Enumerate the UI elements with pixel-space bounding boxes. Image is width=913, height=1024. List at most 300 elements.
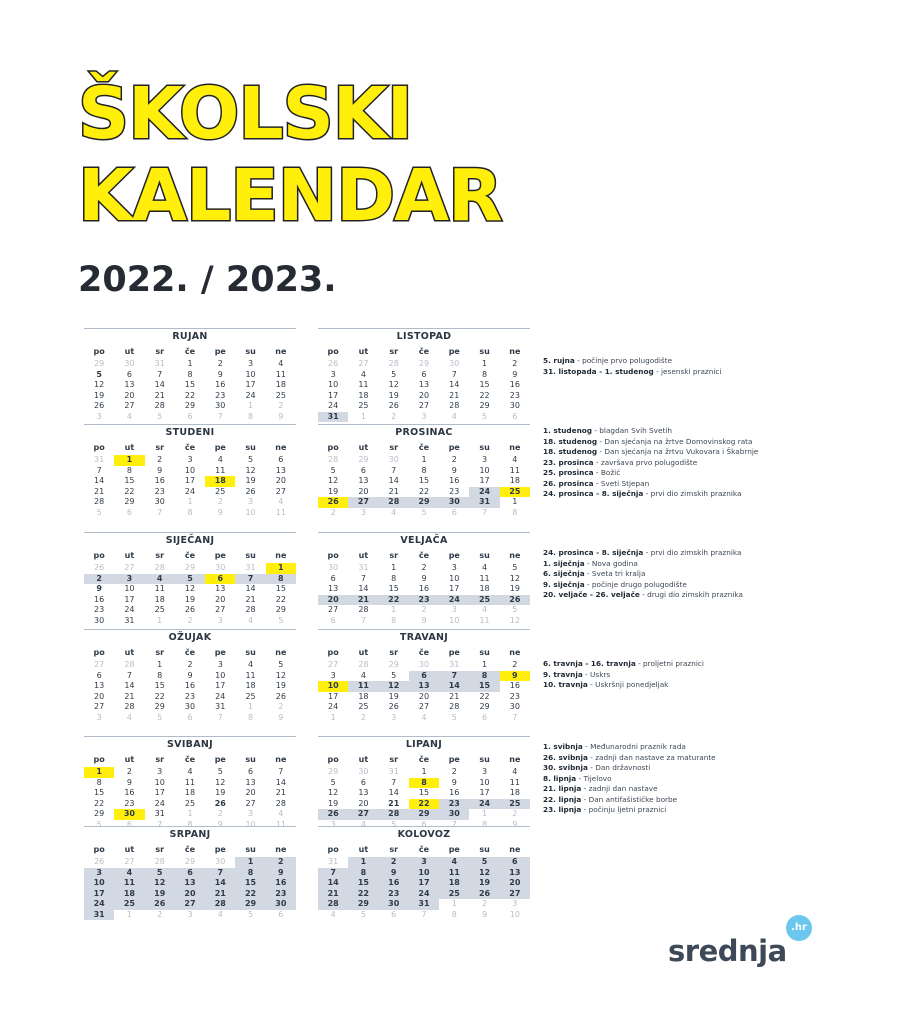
day-cell: 29 — [479, 702, 490, 711]
note-text: - Uskrs — [582, 669, 611, 679]
note-line — [543, 742, 873, 753]
note-text: - Uskršnji ponedjeljak — [587, 680, 669, 689]
day-cell: 18 — [154, 594, 165, 604]
day-cell: 28 — [318, 899, 348, 910]
weekday-header: ut — [358, 648, 369, 657]
day-cell: 15 — [479, 380, 490, 389]
day-cell: 28 — [94, 497, 105, 506]
day-cell: 24 — [84, 899, 114, 910]
day-cell: 22 — [275, 594, 286, 604]
day-cell: 5 — [451, 712, 457, 722]
note-date: 1. svibnja — [543, 742, 583, 751]
day-cell: 25 — [114, 899, 144, 910]
day-cell: 22 — [235, 889, 265, 900]
day-cell: 5 — [391, 369, 397, 379]
month-name: RUJAN — [84, 328, 296, 345]
day-cell: 7 — [391, 465, 397, 475]
day-cell: 9 — [266, 868, 296, 879]
day-cell: 30 — [184, 702, 196, 711]
day-cell: 21 — [348, 595, 378, 606]
day-cell: 6 — [278, 909, 284, 919]
weekday-header: sr — [389, 347, 399, 356]
weekday-header: ut — [358, 551, 369, 560]
day-cell: 19 — [145, 889, 175, 900]
day-cell: 2 — [482, 899, 488, 908]
weekday-header: su — [479, 845, 490, 854]
weekday-header: pe — [448, 551, 460, 560]
day-cell: 3 — [157, 767, 163, 776]
note-line — [543, 479, 873, 490]
day-cell: 7 — [360, 573, 366, 583]
day-cell: 11 — [509, 777, 520, 787]
day-cell: 26 — [388, 401, 399, 410]
day-cell: 3 — [409, 857, 439, 868]
day-cell: 18 — [358, 691, 369, 701]
day-cell: 29 — [94, 359, 105, 368]
day-cell: 4 — [330, 909, 336, 919]
day-cell: 31 — [449, 660, 460, 669]
weekday-header: sr — [389, 755, 399, 764]
weekday-header: ut — [358, 845, 369, 854]
day-cell: 21 — [124, 691, 135, 701]
month-10 — [84, 826, 296, 920]
day-cell: 29 — [184, 401, 196, 410]
day-cell: 4 — [482, 563, 488, 572]
day-cell: 2 — [278, 401, 284, 410]
day-cell: 5 — [512, 605, 518, 614]
day-cell: 14 — [388, 476, 399, 485]
day-cell: 31 — [124, 615, 135, 625]
day-cell: 21 — [388, 798, 400, 808]
day-cell: 15 — [418, 788, 430, 797]
weekday-header: po — [93, 347, 105, 356]
day-cell: 28 — [154, 857, 165, 866]
note-line — [543, 670, 873, 681]
weekday-header: po — [93, 755, 105, 764]
day-cell: 15 — [235, 878, 265, 889]
weekday-header: ut — [124, 551, 135, 560]
day-cell: 19 — [215, 788, 226, 797]
day-cell: 24 — [469, 799, 499, 810]
note-text: - završava prvo polugodište — [593, 457, 698, 467]
day-cell: 6 — [421, 819, 427, 829]
day-cell: 7 — [421, 909, 427, 919]
weekday-header: če — [418, 347, 430, 356]
day-cell: 3 — [114, 574, 144, 585]
day-cell: 11 — [348, 681, 378, 692]
day-cell: 2 — [451, 767, 457, 776]
day-cell: 30 — [449, 359, 460, 368]
day-cell: 13 — [175, 878, 205, 889]
day-cell: 17 — [245, 380, 256, 389]
day-cell: 5 — [175, 574, 205, 585]
day-cell: 19 — [509, 584, 520, 593]
day-cell: 10 — [479, 777, 490, 787]
day-cell: 27 — [418, 702, 430, 711]
day-cell: 8 — [266, 574, 296, 585]
day-cell: 27 — [215, 605, 226, 614]
note-date: 5. rujna — [543, 356, 575, 365]
day-cell: 7 — [157, 819, 163, 829]
day-cell: 31 — [84, 910, 114, 921]
day-cell: 12 — [328, 476, 339, 485]
weekday-header: ne — [275, 845, 287, 854]
weekday-header: pe — [448, 755, 460, 764]
day-cell: 1 — [248, 401, 254, 410]
day-cell: 13 — [358, 788, 369, 797]
day-cell: 18 — [275, 380, 286, 389]
day-cell: 4 — [278, 359, 284, 368]
day-cell: 11 — [245, 670, 256, 680]
day-cell: 26 — [214, 798, 226, 808]
day-cell: 6 — [512, 411, 518, 421]
day-cell: 1 — [187, 497, 193, 506]
day-cell: 23 — [409, 595, 439, 606]
note-text: - Sveti Stjepan — [593, 478, 650, 488]
day-cell: 16 — [449, 788, 460, 797]
weekday-header: sr — [155, 443, 165, 452]
month-name: SRPANJ — [84, 826, 296, 843]
day-cell: 22 — [124, 486, 135, 496]
day-cell: 7 — [512, 712, 518, 722]
day-cell: 27 — [124, 857, 135, 866]
day-cell: 26 — [145, 899, 175, 910]
day-cell: 6 — [360, 465, 366, 475]
weekday-header: pe — [448, 648, 460, 657]
note-date: 1. siječnja — [543, 558, 585, 568]
day-cell: 18 — [205, 476, 235, 487]
weekday-header: ut — [124, 443, 135, 452]
day-cell: 30 — [439, 809, 469, 820]
weekday-header: po — [327, 648, 339, 657]
weekday-header: če — [418, 755, 430, 764]
day-cell: 4 — [391, 507, 397, 517]
day-cell: 18 — [509, 476, 520, 485]
day-cell: 26 — [469, 889, 499, 900]
day-cell: 3 — [187, 909, 193, 919]
day-cell: 29 — [94, 809, 105, 818]
weekday-header: po — [93, 443, 105, 452]
day-cell: 23 — [379, 889, 409, 900]
day-cell: 2 — [379, 857, 409, 868]
day-cell: 8 — [469, 671, 499, 682]
day-cell: 21 — [275, 788, 286, 797]
day-cell: 20 — [418, 390, 430, 400]
day-cell: 14 — [358, 584, 369, 593]
day-cell: 17 — [124, 594, 135, 604]
day-cell: 10 — [215, 670, 226, 680]
day-cell: 3 — [330, 369, 336, 379]
day-cell: 30 — [114, 809, 144, 820]
day-cell: 7 — [278, 767, 284, 776]
day-cell: 8 — [96, 777, 102, 787]
day-cell: 17 — [479, 788, 490, 797]
weekday-header: če — [184, 347, 196, 356]
note-text: - prvi dio zimskih praznika — [643, 489, 742, 498]
day-cell: 3 — [391, 712, 397, 722]
day-cell: 10 — [84, 878, 114, 889]
day-cell: 6 — [248, 767, 254, 776]
day-cell: 30 — [439, 497, 469, 508]
day-cell: 5 — [157, 411, 163, 421]
day-cell: 6 — [330, 573, 336, 583]
day-cell: 24 — [154, 798, 165, 808]
day-cell: 1 — [266, 563, 296, 574]
day-cell: 5 — [157, 712, 163, 722]
day-cell: 12 — [215, 777, 226, 787]
day-cell: 25 — [469, 595, 499, 606]
day-cell: 13 — [275, 465, 286, 475]
brand-logo: srednja — [668, 934, 787, 968]
weekday-header: če — [184, 551, 196, 560]
day-cell: 25 — [358, 702, 369, 711]
day-cell: 25 — [358, 401, 369, 410]
day-cell: 22 — [94, 798, 105, 808]
day-cell: 18 — [479, 584, 490, 593]
day-cell: 11 — [275, 819, 286, 829]
weekday-header: ne — [509, 648, 521, 657]
day-cell: 28 — [124, 702, 135, 711]
note-date: 23. prosinca — [543, 457, 594, 467]
day-cell: 14 — [124, 681, 135, 690]
day-cell: 10 — [124, 584, 135, 593]
day-cell: 23 — [215, 390, 226, 400]
month-0 — [84, 328, 296, 422]
day-cell: 29 — [418, 359, 430, 368]
weekday-header: po — [93, 551, 105, 560]
day-cell: 27 — [124, 563, 135, 572]
month-name: STUDENI — [84, 424, 296, 441]
note-date: 26. prosinca — [543, 478, 594, 488]
month-2 — [84, 424, 296, 518]
day-cell: 1 — [248, 702, 254, 711]
day-cell: 14 — [94, 476, 105, 485]
day-cell: 16 — [509, 681, 520, 690]
day-cell: 4 — [248, 660, 254, 669]
note-line — [543, 458, 873, 469]
day-cell: 2 — [187, 615, 193, 625]
day-cell: 4 — [126, 712, 132, 722]
day-cell: 12 — [184, 584, 196, 593]
weekday-header: pe — [214, 755, 226, 764]
weekday-header: ut — [124, 845, 135, 854]
day-cell: 5 — [96, 819, 102, 829]
note-date: 8. lipnja — [543, 773, 577, 783]
day-cell: 2 — [84, 574, 114, 585]
day-cell: 3 — [96, 712, 102, 722]
day-cell: 17 — [328, 691, 339, 701]
day-cell: 31 — [469, 497, 499, 508]
note-text: - blagdan Svih Svetih — [592, 426, 672, 435]
day-cell: 20 — [245, 788, 256, 797]
day-cell: 1 — [348, 857, 378, 868]
day-cell: 19 — [184, 594, 196, 604]
day-cell: 14 — [388, 788, 399, 797]
day-cell: 31 — [328, 857, 339, 866]
day-cell: 30 — [388, 455, 399, 464]
day-cell: 3 — [421, 411, 427, 421]
month-name: OŽUJAK — [84, 629, 296, 646]
day-cell: 6 — [126, 819, 132, 829]
day-cell: 16 — [94, 594, 105, 604]
day-cell: 1 — [482, 660, 488, 669]
day-cell: 5 — [96, 507, 102, 517]
day-cell: 17 — [479, 476, 490, 485]
day-cell: 30 — [124, 359, 135, 368]
day-cell: 8 — [482, 819, 488, 829]
day-cell: 1 — [157, 615, 163, 625]
day-cell: 31 — [409, 899, 439, 910]
day-cell: 26 — [388, 702, 399, 711]
day-cell: 29 — [184, 857, 196, 866]
day-cell: 19 — [469, 878, 499, 889]
day-cell: 8 — [248, 712, 254, 722]
day-cell: 10 — [245, 369, 256, 379]
note-line — [543, 468, 873, 479]
note-date: 10. travnja — [543, 680, 588, 689]
note-text: - jesenski praznici — [653, 366, 722, 376]
day-cell: 4 — [512, 455, 518, 464]
day-cell: 3 — [187, 455, 193, 464]
day-cell: 1 — [187, 809, 193, 818]
weekday-header: ut — [358, 347, 369, 356]
day-cell: 21 — [388, 486, 399, 496]
note-line — [543, 548, 873, 559]
weekday-header: ut — [358, 443, 369, 452]
day-cell: 6 — [421, 369, 427, 379]
day-cell: 1 — [451, 899, 457, 908]
note-line — [543, 426, 873, 437]
day-cell: 31 — [245, 563, 256, 572]
day-cell: 5 — [421, 507, 427, 517]
day-cell: 8 — [235, 868, 265, 879]
day-cell: 30 — [215, 401, 226, 410]
day-cell: 28 — [358, 605, 369, 614]
weekday-header: ne — [275, 443, 287, 452]
day-cell: 8 — [157, 670, 163, 680]
day-cell: 1 — [84, 767, 114, 778]
day-cell: 3 — [96, 411, 102, 421]
day-cell: 11 — [184, 777, 196, 787]
day-cell: 4 — [145, 574, 175, 585]
month-9 — [318, 736, 530, 830]
day-cell: 24 — [469, 487, 499, 498]
day-cell: 10 — [328, 380, 339, 389]
day-cell: 28 — [154, 401, 165, 410]
weekday-header: ut — [124, 755, 135, 764]
notes-group-4 — [543, 742, 873, 816]
note-line — [543, 590, 873, 601]
weekday-header: ut — [124, 347, 135, 356]
weekday-header: sr — [155, 347, 165, 356]
day-cell: 31 — [388, 767, 399, 776]
day-cell: 25 — [439, 889, 469, 900]
day-cell: 13 — [358, 476, 369, 485]
day-cell: 7 — [205, 868, 235, 879]
day-cell: 31 — [154, 359, 165, 368]
day-cell: 8 — [187, 819, 193, 829]
month-1 — [318, 328, 530, 422]
day-cell: 9 — [157, 465, 163, 475]
weekday-header: ut — [124, 648, 135, 657]
day-cell: 12 — [388, 380, 399, 389]
day-cell: 28 — [275, 798, 286, 808]
weekday-header: če — [184, 443, 196, 452]
day-cell: 25 — [275, 390, 286, 400]
day-cell: 2 — [278, 702, 284, 711]
weekday-header: su — [479, 347, 490, 356]
note-line — [543, 437, 873, 448]
day-cell: 22 — [379, 595, 409, 606]
note-text: - počinju ljetni praznici — [581, 805, 667, 814]
day-cell: 12 — [509, 573, 520, 583]
day-cell: 12 — [379, 681, 409, 692]
weekday-header: po — [327, 443, 339, 452]
day-cell: 19 — [388, 691, 399, 701]
day-cell: 15 — [275, 584, 286, 593]
weekday-header: ne — [509, 551, 521, 560]
note-line — [543, 763, 873, 774]
day-cell: 8 — [348, 868, 378, 879]
month-name: KOLOVOZ — [318, 826, 530, 843]
day-cell: 30 — [509, 702, 520, 711]
day-cell: 29 — [275, 605, 286, 614]
day-cell: 9 — [278, 712, 284, 722]
day-cell: 19 — [328, 486, 339, 496]
day-cell: 25 — [245, 691, 256, 701]
note-text: - Sveta tri kralja — [584, 569, 646, 578]
day-cell: 7 — [96, 465, 102, 475]
note-date: 24. prosinca - 8. siječnja — [543, 548, 644, 557]
note-date: 25. prosinca — [543, 468, 594, 477]
day-cell: 22 — [479, 390, 490, 400]
day-cell: 5 — [330, 465, 336, 475]
day-cell: 20 — [124, 390, 135, 400]
month-name: SIJEČANJ — [84, 532, 296, 549]
month-name: PROSINAC — [318, 424, 530, 441]
day-cell: 1 — [157, 660, 163, 669]
day-cell: 6 — [187, 411, 193, 421]
day-cell: 4 — [217, 455, 223, 464]
day-cell: 15 — [388, 584, 399, 593]
day-cell: 1 — [512, 497, 518, 506]
weekday-header: pe — [214, 845, 226, 854]
day-cell: 15 — [184, 380, 196, 389]
day-cell: 29 — [235, 899, 265, 910]
title-line-1: ŠKOLSKI — [78, 72, 413, 155]
day-cell: 7 — [217, 712, 223, 722]
day-cell: 25 — [215, 486, 226, 496]
weekday-header: po — [327, 551, 339, 560]
note-date: 18. studenog — [543, 447, 598, 456]
day-cell: 16 — [184, 681, 196, 690]
note-line — [543, 680, 873, 691]
day-cell: 6 — [391, 909, 397, 919]
day-cell: 26 — [94, 563, 105, 572]
day-cell: 3 — [360, 507, 366, 517]
weekday-header: če — [184, 755, 196, 764]
notes-group-1 — [543, 426, 873, 500]
day-cell: 9 — [451, 465, 457, 475]
day-cell: 30 — [358, 767, 369, 776]
day-cell: 9 — [451, 777, 457, 787]
day-cell: 13 — [418, 380, 430, 389]
day-cell: 1 — [421, 767, 427, 776]
day-cell: 17 — [184, 476, 196, 485]
day-cell: 2 — [451, 455, 457, 464]
note-text: - zadnji dan nastave — [581, 784, 658, 793]
day-cell: 2 — [217, 809, 223, 818]
